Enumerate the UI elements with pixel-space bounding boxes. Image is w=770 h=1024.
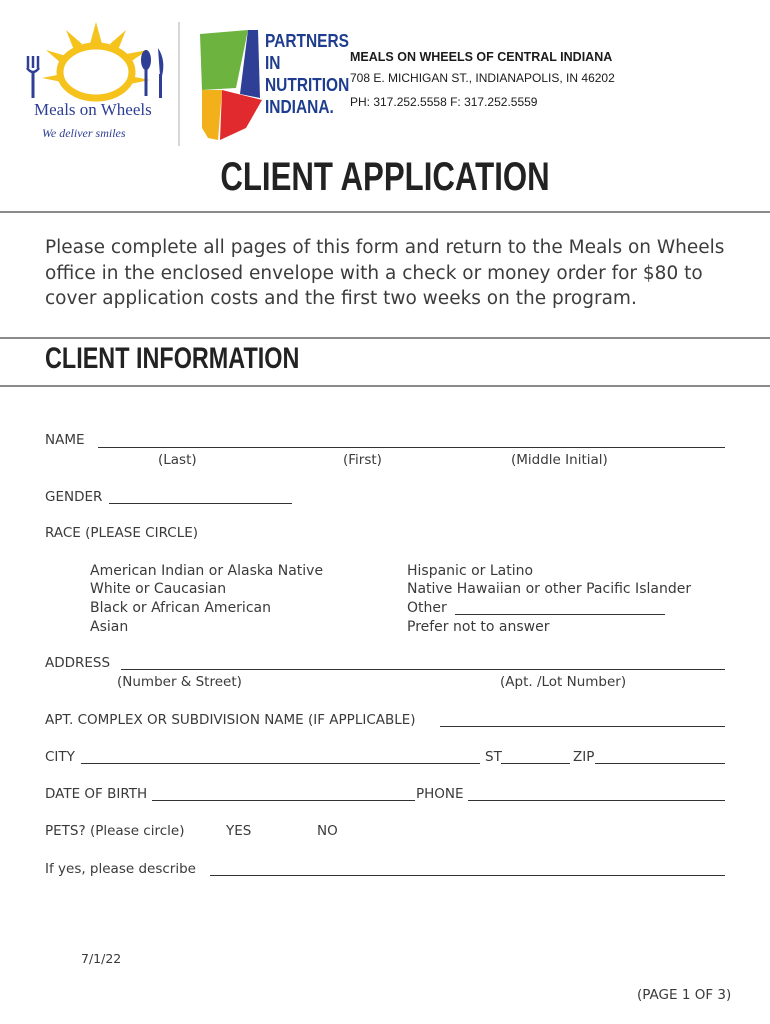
page-title: CLIENT APPLICATION <box>220 155 550 199</box>
gender-field[interactable] <box>109 503 292 504</box>
section-bottom-divider <box>0 385 770 387</box>
dob-label: DATE OF BIRTH <box>45 786 148 802</box>
race-option-pacific-islander[interactable]: Native Hawaiian or other Pacific Islander <box>407 581 692 597</box>
race-option-hispanic[interactable]: Hispanic or Latino <box>407 563 534 579</box>
race-option-black[interactable]: Black or African American <box>90 600 271 616</box>
section-title: CLIENT INFORMATION <box>45 342 300 375</box>
city-field[interactable] <box>81 763 480 764</box>
phone-field[interactable] <box>468 800 725 801</box>
state-field[interactable] <box>501 763 570 764</box>
logo-tagline: We deliver smiles <box>42 126 126 140</box>
complex-label: APT. COMPLEX OR SUBDIVISION NAME (IF APPLICABLE) <box>45 712 416 728</box>
complex-field[interactable] <box>440 726 725 727</box>
page-number: (PAGE 1 OF 3) <box>637 987 732 1003</box>
org-phone: PH: 317.252.5558 F: 317.252.5559 <box>350 95 538 109</box>
name-middle-caption: (Middle Initial) <box>511 452 608 468</box>
name-label: NAME <box>45 432 85 448</box>
pets-no-option[interactable]: NO <box>317 823 338 839</box>
phone-label: PHONE <box>416 786 464 802</box>
partner-word-1: PARTNERS <box>265 31 350 51</box>
logo-name: Meals on Wheels <box>34 100 152 119</box>
zip-field[interactable] <box>595 763 725 764</box>
name-first-caption: (First) <box>343 452 382 468</box>
revision-date: 7/1/22 <box>81 951 122 966</box>
zip-label: ZIP <box>573 749 595 765</box>
pets-label: PETS? (Please circle) <box>45 823 185 839</box>
pets-describe-field[interactable] <box>210 875 725 876</box>
city-label: CITY <box>45 749 75 765</box>
partner-word-3: NUTRITION <box>265 75 350 95</box>
race-label: RACE (PLEASE CIRCLE) <box>45 525 199 541</box>
section-top-divider <box>0 337 770 339</box>
dob-field[interactable] <box>152 800 415 801</box>
address-label: ADDRESS <box>45 655 111 671</box>
name-last-caption: (Last) <box>158 452 197 468</box>
race-option-white[interactable]: White or Caucasian <box>90 581 227 597</box>
race-other-field[interactable] <box>455 614 665 615</box>
logo-divider <box>178 22 180 146</box>
org-name: MEALS ON WHEELS OF CENTRAL INDIANA <box>350 50 613 64</box>
pets-describe-label: If yes, please describe <box>45 861 196 877</box>
address-field[interactable] <box>121 669 725 670</box>
intro-text: Please complete all pages of this form and return to the Meals on Wheels office in the enclosed envelope with a check or money order for $80 to cover application costs and the first two weeks on the program. <box>45 237 725 309</box>
indiana-state-logo <box>196 28 262 146</box>
address-street-caption: (Number & Street) <box>117 674 242 690</box>
address-apt-caption: (Apt. /Lot Number) <box>500 674 627 690</box>
race-option-prefer-not[interactable]: Prefer not to answer <box>407 619 550 635</box>
partner-word-2: IN <box>265 53 281 73</box>
race-option-asian[interactable]: Asian <box>90 619 129 635</box>
title-divider <box>0 211 770 213</box>
gender-label: GENDER <box>45 489 103 505</box>
state-label: ST <box>485 749 502 765</box>
name-field[interactable] <box>98 447 725 448</box>
race-option-other[interactable]: Other <box>407 600 447 616</box>
partner-word-4: INDIANA. <box>265 97 334 117</box>
org-address: 708 E. MICHIGAN ST., INDIANAPOLIS, IN 46202 <box>350 71 615 85</box>
race-option-american-indian[interactable]: American Indian or Alaska Native <box>90 563 324 579</box>
pets-yes-option[interactable]: YES <box>226 823 252 839</box>
